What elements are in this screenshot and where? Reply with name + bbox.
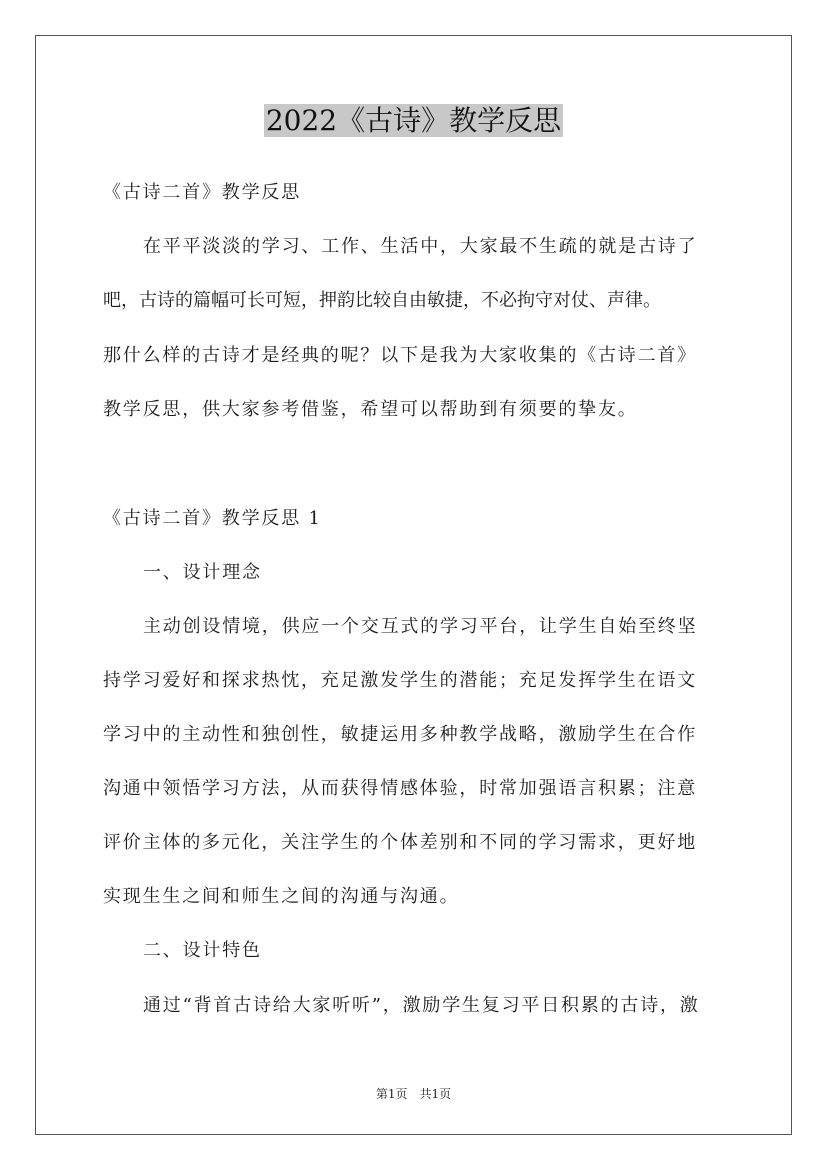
paragraph-line: 评价主体的多元化，关注学生的个体差别和不同的学习需求，更好地 bbox=[103, 832, 697, 853]
document-title-wrap bbox=[0, 101, 827, 141]
section-heading: 《古诗二首》教学反思 1 bbox=[103, 508, 322, 529]
paragraph-line: 沟通中领悟学习方法，从而获得情感体验，时常加强语言积累；注意 bbox=[103, 778, 697, 799]
paragraph-line: 那什么样的古诗才是经典的呢？以下是我为大家收集的《古诗二首》 bbox=[103, 345, 697, 366]
paragraph-line: 持学习爱好和探求热忱，充足激发学生的潜能；充足发挥学生在语文 bbox=[103, 670, 697, 691]
paragraph-line: 通过“背首古诗给大家听听”，激励学生复习平日积累的古诗，激 bbox=[143, 995, 700, 1016]
subtitle: 《古诗二首》教学反思 bbox=[103, 182, 301, 203]
subsection-heading: 一、设计理念 bbox=[143, 562, 262, 583]
subsection-heading: 二、设计特色 bbox=[143, 940, 262, 961]
paragraph-line: 在平平淡淡的学习、工作、生活中，大家最不生疏的就是古诗了 bbox=[143, 236, 698, 257]
paragraph-line: 实现生生之间和师生之间的沟通与沟通。 bbox=[103, 886, 460, 907]
paragraph-line: 主动创设情境，供应一个交互式的学习平台，让学生自始至终坚 bbox=[143, 616, 698, 637]
document-title: 2022《古诗》教学反思 bbox=[265, 104, 562, 137]
paragraph-line: 学习中的主动性和独创性，敏捷运用多种教学战略，激励学生在合作 bbox=[103, 724, 697, 745]
page-footer: 第1页 共1页 bbox=[375, 1087, 452, 1101]
paragraph-line: 教学反思，供大家参考借鉴，希望可以帮助到有须要的挚友。 bbox=[103, 399, 638, 420]
paragraph-line: 吧，古诗的篇幅可长可短，押韵比较自由敏捷，不必拘守对仗、声律。 bbox=[103, 290, 661, 311]
